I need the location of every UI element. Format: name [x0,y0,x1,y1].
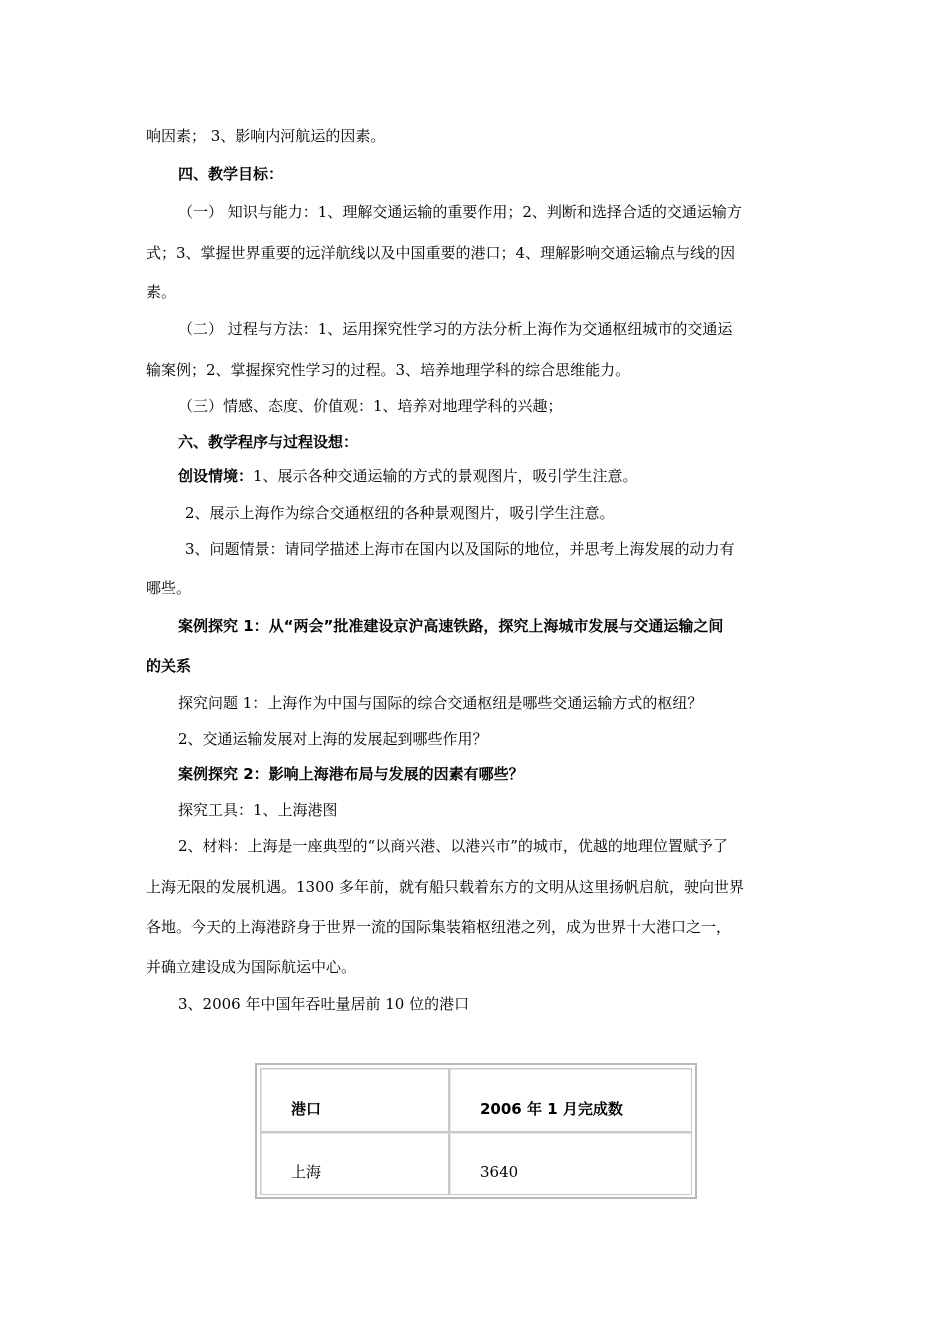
paragraph-line: 响因素； 3、影响内河航运的因素。 [146,127,386,145]
paragraph-line [178,466,638,486]
paragraph-line: 素。 [146,283,177,301]
paragraph-line: 探究工具：1、上海港图 [178,801,338,819]
paragraph-line: 2、交通运输发展对上海的发展起到哪些作用？ [178,730,488,748]
paragraph-line: （三）情感、态度、价值观：1、培养对地理学科的兴趣； [178,397,563,415]
case-heading: 案例探究 1：从“两会”批准建设京沪高速铁路，探究上海城市发展与交通运输之间 [178,617,724,635]
paragraph-line: 各地。今天的上海港跻身于世界一流的国际集装箱枢纽港之列，成为世界十大港口之一， [146,918,732,936]
paragraph-line: 输案例；2、掌握探究性学习的过程。3、培养地理学科的综合思维能力。 [146,361,631,379]
paragraph-line: （二） 过程与方法：1、运用探究性学习的方法分析上海作为交通枢纽城市的交通运 [178,320,733,338]
table-header-cell: 2006 年 1 月完成数 [449,1068,692,1132]
paragraph-line: 并确立建设成为国际航运中心。 [146,958,357,976]
section-heading: 六、教学程序与过程设想： [178,433,359,451]
ports-table [255,1063,697,1199]
table-header-cell: 港口 [260,1068,449,1132]
section-heading: 四、教学目标： [178,165,284,183]
table-cell: 上海 [260,1132,449,1195]
case-heading: 案例探究 2：影响上海港布局与发展的因素有哪些？ [178,765,524,783]
paragraph-line: 式；3、掌握世界重要的远洋航线以及中国重要的港口；4、理解影响交通运输点与线的因 [146,244,736,262]
paragraph-line: 3、2006 年中国年吞吐量居前 10 位的港口 [178,995,470,1013]
paragraph-line: 哪些。 [146,579,192,597]
creating-scene-text: 1、展示各种交通运输的方式的景观图片，吸引学生注意。 [253,467,638,485]
paragraph-line: 2、展示上海作为综合交通枢纽的各种景观图片，吸引学生注意。 [185,504,615,522]
case-heading: 的关系 [146,657,192,675]
table-cell: 3640 [449,1132,692,1195]
creating-scene-label: 创设情境： [178,467,254,485]
paragraph-line: 2、材料：上海是一座典型的“以商兴港、以港兴市”的城市，优越的地理位置赋予了 [178,837,728,855]
paragraph-line: 3、问题情景：请同学描述上海市在国内以及国际的地位，并思考上海发展的动力有 [185,540,735,558]
paragraph-line: 探究问题 1：上海作为中国与国际的综合交通枢纽是哪些交通运输方式的枢纽？ [178,694,703,712]
paragraph-line: （一） 知识与能力：1、理解交通运输的重要作用；2、判断和选择合适的交通运输方 [178,203,742,221]
paragraph-line: 上海无限的发展机遇。1300 多年前，就有船只载着东方的文明从这里扬帆启航，驶向世界 [146,878,744,896]
